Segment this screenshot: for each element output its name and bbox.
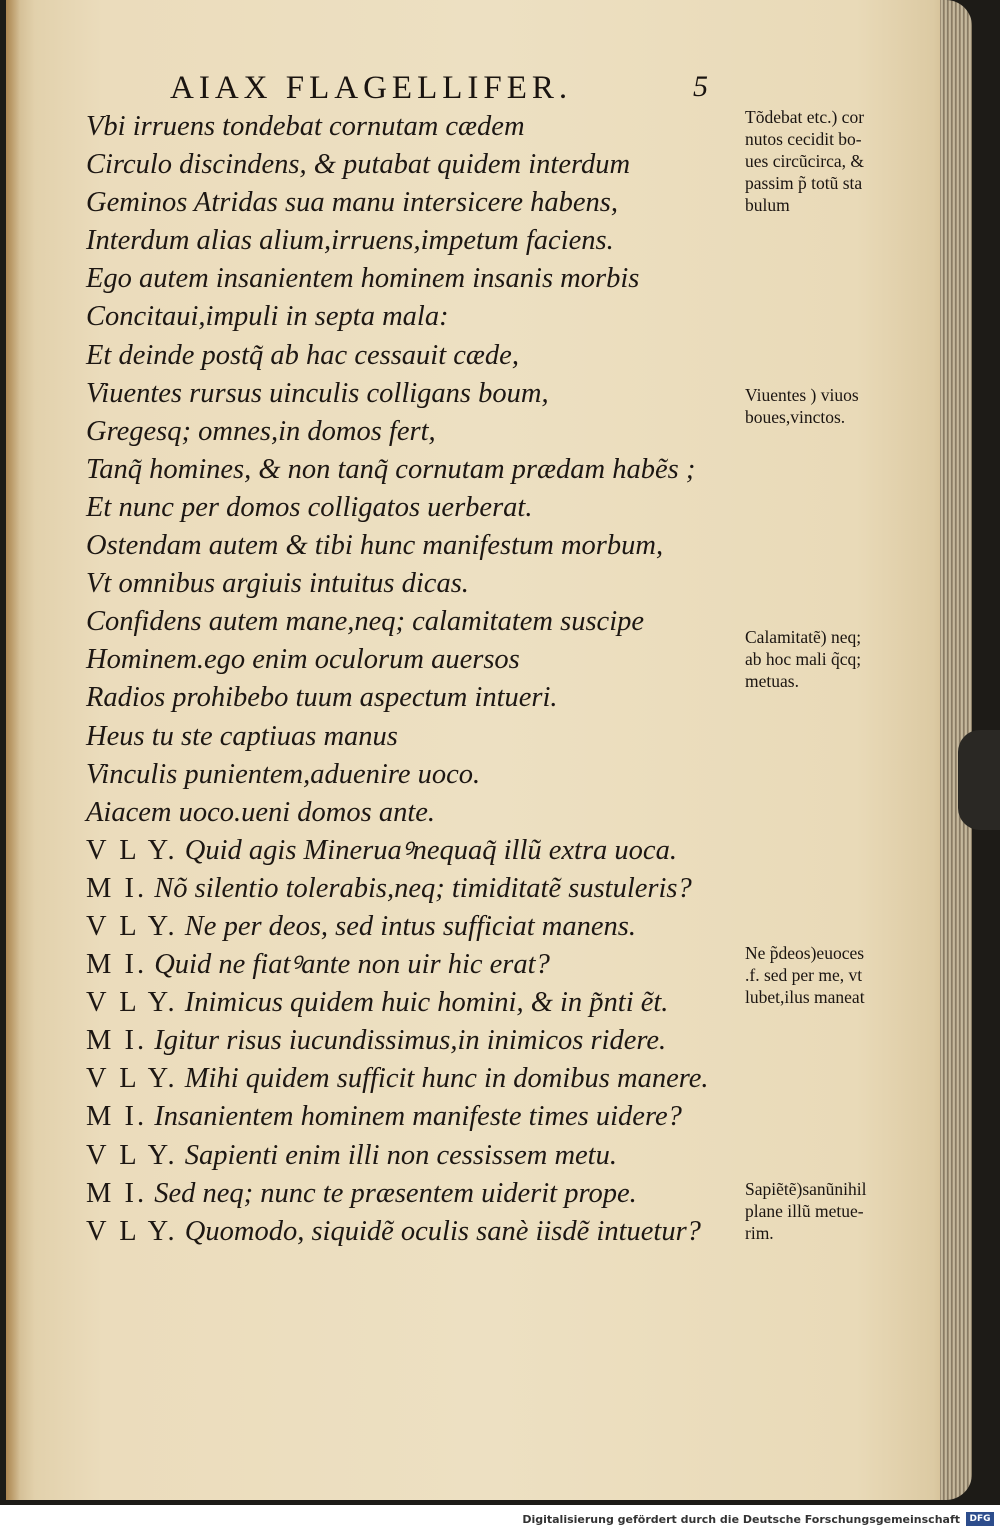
line-text: Radios prohibebo tuum aspectum intueri. [86,682,558,714]
dialogue-line [86,908,709,946]
gloss-line: .f. sed per me, vt [745,965,863,985]
verse-line [86,184,709,222]
speaker-label: V L Y. [86,834,178,866]
speaker-label: M I. [86,872,148,904]
line-text: Ego autem insanientem hominem insanis morbis [86,263,640,295]
gloss-line: Ne p̃deos)euoces [745,943,865,963]
gloss-line: Calamitatẽ) neq; [745,627,862,647]
gloss-line: Sapiẽtẽ)sanũnihil [745,1179,867,1199]
verse-line [86,222,709,260]
line-text: Sed neq; nunc te præsentem uiderit prope. [154,1177,637,1209]
line-text: Vbi irruens tondebat cornutam cædem [86,111,525,142]
verse-line [86,413,709,451]
gloss-line: metuas. [745,671,799,691]
verse-line [86,794,709,832]
line-text: Mihi quidem sufficit hunc in domibus manere. [184,1063,709,1095]
speaker-label: V L Y. [86,1063,178,1095]
gloss-line: rim. [745,1223,774,1243]
gloss-line: plane illũ metue- [745,1201,864,1221]
verse-line [86,603,709,641]
speaker-label: V L Y. [86,1139,178,1171]
gloss-line: ab hoc mali q̃cq; [745,649,862,669]
line-text: Concitaui,impuli in septa mala: [86,301,449,333]
dialogue-line [86,1175,709,1213]
page-tab [958,730,1000,830]
verse-line [86,146,709,184]
dialogue-line [86,1022,709,1060]
speaker-label: M I. [86,1025,148,1057]
verse-line [86,565,709,603]
line-text: Nõ silentio tolerabis,neq; timiditatẽ sustuleris? [154,872,692,904]
line-text: Igitur risus iucundissimus,in inimicos ridere. [154,1025,667,1057]
gloss-line: Viuentes ) viuos [745,385,859,405]
dialogue-line [86,870,709,908]
speaker-label: V L Y. [86,910,178,942]
dialogue-line [86,1137,709,1175]
line-text: Heus tu ste captiuas manus [86,720,398,752]
gloss-line: Tõdebat etc.) cor [745,107,865,127]
line-text: Confidens autem mane,neq; calamitatem suscipe [86,606,645,638]
gloss-line: lubet,ilus maneat [745,987,865,1007]
gloss-line: nutos cecidit bo- [745,129,862,149]
gloss-line: passim p̃ totũ sta [745,173,863,193]
verse-line [86,527,709,565]
line-text: Ne per deos, sed intus sufficiat manens. [184,910,636,942]
verse-line [86,260,709,298]
verse-line [86,298,709,336]
gloss-line: bulum [745,195,790,215]
line-text: Gregesq; omnes,in domos fert, [86,415,436,447]
margin-gloss [745,942,865,1008]
dialogue-line [86,1213,709,1251]
footer-credit: Digitalisierung gefördert durch die Deutsche Forschungsgemeinschaft [522,1513,960,1526]
verse-line [86,641,709,679]
line-text: Sapienti enim illi non cessissem metu. [184,1139,617,1171]
gloss-line: boues,vinctos. [745,407,846,427]
line-text: Vinculis punientem,aduenire uoco. [86,758,481,790]
dialogue-line [86,1098,709,1136]
speaker-label: V L Y. [86,987,178,1019]
footer-bar [0,1505,1000,1534]
line-text: Et deinde postq̃ ab hac cessauit cæde, [86,339,519,371]
speaker-label: V L Y. [86,1215,178,1247]
speaker-label: M I. [86,1101,148,1133]
line-text: Interdum alias alium,irruens,impetum faciens. [86,225,614,257]
verse-line [86,679,709,717]
verse-line [86,451,709,489]
line-text: Quid agis Mineruaꝰnequaq̃ illũ extra uoca. [184,834,677,866]
verse-text [86,108,709,1251]
dialogue-line [86,984,709,1022]
line-text: Insanientem hominem manifeste times uidere? [154,1101,682,1133]
line-text: Viuentes rursus uinculis colligans boum, [86,377,549,409]
running-header: AIAX FLAGELLIFER. [170,70,573,106]
margin-gloss [745,384,859,428]
margin-gloss [745,626,861,692]
line-text: Inimicus quidem huic homini, & in p̃nti ẽt. [184,987,669,1019]
verse-line [86,337,709,375]
line-text: Vt omnibus argiuis intuitus dicas. [86,568,469,600]
line-text: Quid ne fiatꝰante non uir hic erat? [154,949,550,981]
verse-line [86,489,709,527]
line-text: Et nunc per domos colligatos uerberat. [86,491,533,523]
verse-line [86,375,709,413]
dialogue-line [86,946,709,984]
verse-line [86,718,709,756]
verse-line [86,756,709,794]
line-text: Ostendam autem & tibi hunc manifestum morbum, [86,530,664,562]
speaker-label: M I. [86,1177,148,1209]
speaker-label: M I. [86,949,148,981]
dialogue-line [86,1060,709,1098]
margin-gloss [745,106,864,216]
verse-line [86,108,709,146]
page-number: 5 [693,70,708,103]
line-text: Geminos Atridas sua manu intersicere habens, [86,187,618,219]
dialogue-line [86,832,709,870]
line-text: Quomodo, siquidẽ oculis sanè iisdẽ intuetur? [184,1215,701,1247]
dfg-logo: DFG [966,1512,994,1526]
margin-gloss [745,1178,867,1244]
line-text: Circulo discindens, & putabat quidem interdum [86,149,631,181]
gloss-line: ues circũcirca, & [745,151,865,171]
line-text: Aiacem uoco.ueni domos ante. [86,796,436,828]
line-text: Hominem.ego enim oculorum auersos [86,644,520,676]
line-text: Tanq̃ homines, & non tanq̃ cornutam prædam habẽs ; [86,453,696,485]
